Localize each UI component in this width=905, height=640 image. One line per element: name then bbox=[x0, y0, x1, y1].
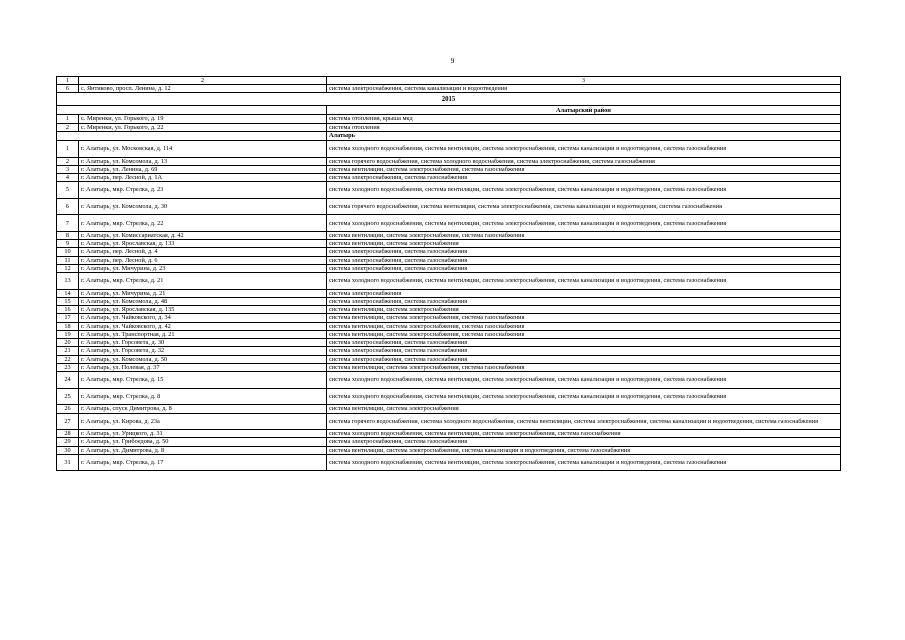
works-cell: система вентиляции, система электроснабжения, система газоснабжения bbox=[327, 314, 841, 322]
works-cell: система холодного водоснабжения, система вентиляции, система электроснабжения, система канализации и водоотведения, система газоснабжения bbox=[327, 140, 841, 157]
row-number: 21 bbox=[57, 347, 79, 355]
row-number: 15 bbox=[57, 298, 79, 306]
works-cell: система отопления, крыша мкд bbox=[327, 115, 841, 123]
row-number: 30 bbox=[57, 446, 79, 454]
address-cell: г. Алатырь, ул. Мичурина, д. 23 bbox=[79, 264, 327, 272]
table-row bbox=[57, 430, 841, 438]
row-number: 16 bbox=[57, 306, 79, 314]
table-row bbox=[57, 372, 841, 389]
column-number-header-row bbox=[57, 77, 841, 85]
address-cell: с. Миренки, ул. Горького, д. 19 bbox=[79, 115, 327, 123]
table-row bbox=[57, 405, 841, 413]
works-cell: система вентиляции, система электроснабжения, система газоснабжения bbox=[327, 363, 841, 371]
table-row bbox=[57, 347, 841, 355]
table-row bbox=[57, 289, 841, 297]
table-row bbox=[57, 314, 841, 322]
table-row bbox=[57, 123, 841, 131]
works-cell: система электроснабжения bbox=[327, 289, 841, 297]
table-row bbox=[57, 248, 841, 256]
table-row bbox=[57, 363, 841, 371]
row-number: 27 bbox=[57, 413, 79, 430]
address-cell: с. Янтиково, просп. Ленина, д. 12 bbox=[79, 85, 327, 93]
works-cell: система электроснабжения, система газоснабжения bbox=[327, 174, 841, 182]
section-row bbox=[57, 131, 841, 140]
section-row bbox=[57, 106, 841, 115]
header-col-3: 3 bbox=[327, 77, 841, 85]
row-number: 4 bbox=[57, 174, 79, 182]
works-cell: система электроснабжения, система газоснабжения bbox=[327, 264, 841, 272]
address-cell: г. Алатырь, ул. Урицкого, д. 31 bbox=[79, 430, 327, 438]
works-cell: система вентиляции, система электроснабжения, система газоснабжения bbox=[327, 322, 841, 330]
row-number: 6 bbox=[57, 198, 79, 215]
table-row bbox=[57, 140, 841, 157]
address-cell: г. Алатырь, мкр. Стрелка, д. 21 bbox=[79, 273, 327, 290]
row-number: 7 bbox=[57, 215, 79, 232]
address-cell: г. Алатырь, ул. Кирова, д. 23а bbox=[79, 413, 327, 430]
table-body bbox=[57, 77, 841, 471]
works-cell: система холодного водоснабжения, система вентиляции, система электроснабжения, система канализации и водоотведения, система газоснабжения bbox=[327, 273, 841, 290]
works-cell: система холодного водоснабжения, система вентиляции, система электроснабжения, система канализации и водоотведения, система газоснабжения bbox=[327, 215, 841, 232]
table-row bbox=[57, 454, 841, 471]
row-number: 11 bbox=[57, 256, 79, 264]
table-row bbox=[57, 174, 841, 182]
row-number: 14 bbox=[57, 289, 79, 297]
table-row bbox=[57, 85, 841, 93]
works-cell: система электроснабжения, система газоснабжения bbox=[327, 298, 841, 306]
row-number: 8 bbox=[57, 232, 79, 240]
works-cell: система холодного водоснабжения, система вентиляции, система электроснабжения, система газоснабжения bbox=[327, 430, 841, 438]
row-number: 28 bbox=[57, 430, 79, 438]
row-number: 3 bbox=[57, 165, 79, 173]
works-cell: система холодного водоснабжения, система вентиляции, система электроснабжения, система канализации и водоотведения, система газоснабжения bbox=[327, 454, 841, 471]
row-number: 18 bbox=[57, 322, 79, 330]
repair-works-table bbox=[56, 76, 841, 471]
row-number: 26 bbox=[57, 405, 79, 413]
works-cell: система холодного водоснабжения, система вентиляции, система электроснабжения, система канализации и водоотведения, система газоснабжения bbox=[327, 182, 841, 199]
row-number: 12 bbox=[57, 264, 79, 272]
works-cell: система электроснабжения, система газоснабжения bbox=[327, 347, 841, 355]
table-row bbox=[57, 157, 841, 165]
table-row bbox=[57, 215, 841, 232]
works-cell: система горячего водоснабжения, система вентиляции, система электроснабжения, система канализации и водоотведения, система газоснабжения bbox=[327, 198, 841, 215]
row-number: 31 bbox=[57, 454, 79, 471]
works-cell: система горячего водоснабжения, система холодного водоснабжения, система вентиляции, система электроснабжения, система канализации и водоотведения, система газоснабжения bbox=[327, 413, 841, 430]
page-number: 9 bbox=[450, 56, 455, 65]
table-row bbox=[57, 446, 841, 454]
row-number: 17 bbox=[57, 314, 79, 322]
works-cell: система вентиляции, система электроснабжения bbox=[327, 240, 841, 248]
section-blank-cell bbox=[57, 106, 327, 115]
address-cell: г. Алатырь, ул. Комсомола, д. 48 bbox=[79, 298, 327, 306]
row-number: 23 bbox=[57, 363, 79, 371]
address-cell: г. Алатырь, мкр. Стрелка, д. 15 bbox=[79, 372, 327, 389]
table-row bbox=[57, 232, 841, 240]
row-number: 25 bbox=[57, 388, 79, 405]
row-number: 2 bbox=[57, 157, 79, 165]
address-cell: г. Алатырь, ул. Чайковского, д. 42 bbox=[79, 322, 327, 330]
works-cell: система горячего водоснабжения, система холодного водоснабжения, система электроснабжения, система газоснабжения bbox=[327, 157, 841, 165]
row-number: 29 bbox=[57, 438, 79, 446]
address-cell: г. Алатырь, ул. Ярославская, д. 135 bbox=[79, 306, 327, 314]
table-row bbox=[57, 306, 841, 314]
table-row bbox=[57, 355, 841, 363]
table-row bbox=[57, 240, 841, 248]
works-cell: система электроснабжения, система газоснабжения bbox=[327, 248, 841, 256]
row-number: 6 bbox=[57, 85, 79, 93]
row-number: 1 bbox=[57, 140, 79, 157]
address-cell: г. Алатырь, мкр. Стрелка, д. 22 bbox=[79, 215, 327, 232]
works-cell: система отопления bbox=[327, 123, 841, 131]
address-cell: г. Алатырь, ул. Комсомола, д. 13 bbox=[79, 157, 327, 165]
row-number: 13 bbox=[57, 273, 79, 290]
address-cell: г. Алатырь, пер. Лесной, д. 1А bbox=[79, 174, 327, 182]
row-number: 20 bbox=[57, 339, 79, 347]
table-row bbox=[57, 198, 841, 215]
row-number: 10 bbox=[57, 248, 79, 256]
works-cell: система вентиляции, система электроснабжения bbox=[327, 306, 841, 314]
works-cell: система холодного водоснабжения, система вентиляции, система электроснабжения, система канализации и водоотведения, система газоснабжения bbox=[327, 388, 841, 405]
year-row bbox=[57, 93, 841, 106]
table-row bbox=[57, 388, 841, 405]
address-cell: г. Алатырь, мкр. Стрелка, д. 23 bbox=[79, 182, 327, 199]
table-row bbox=[57, 413, 841, 430]
address-cell: г. Алатырь, ул. Мичурина, д. 21 bbox=[79, 289, 327, 297]
table-row bbox=[57, 438, 841, 446]
row-number: 9 bbox=[57, 240, 79, 248]
section-heading: Алатырский район bbox=[327, 106, 841, 115]
address-cell: г. Алатырь, ул. Ленина, д. 69 bbox=[79, 165, 327, 173]
address-cell: г. Алатырь, мкр. Стрелка, д. 17 bbox=[79, 454, 327, 471]
address-cell: г. Алатырь, ул. Комсомола, д. 30 bbox=[79, 198, 327, 215]
works-cell: система электроснабжения, система канализации и водоотведения bbox=[327, 85, 841, 93]
address-cell: г. Алатырь, спуск Димитрова, д. 8 bbox=[79, 405, 327, 413]
table-row bbox=[57, 322, 841, 330]
row-number: 2 bbox=[57, 123, 79, 131]
works-cell: система вентиляции, система электроснабжения bbox=[327, 405, 841, 413]
works-cell: система холодного водоснабжения, система вентиляции, система электроснабжения, система канализации и водоотведения, система газоснабжения bbox=[327, 372, 841, 389]
works-cell: система вентиляции, система электроснабжения, система газоснабжения bbox=[327, 330, 841, 338]
address-cell: г. Алатырь, ул. Московская, д. 114 bbox=[79, 140, 327, 157]
address-cell: г. Алатырь, пер. Лесной, д. 6 bbox=[79, 256, 327, 264]
row-number: 5 bbox=[57, 182, 79, 199]
works-cell: система электроснабжения, система газоснабжения bbox=[327, 355, 841, 363]
row-number: 1 bbox=[57, 115, 79, 123]
table-row bbox=[57, 165, 841, 173]
address-cell: г. Алатырь, ул. Горсовета, д. 30 bbox=[79, 339, 327, 347]
table-row bbox=[57, 182, 841, 199]
address-cell: г. Алатырь, ул. Чайковского, д. 34 bbox=[79, 314, 327, 322]
table-row bbox=[57, 339, 841, 347]
row-number: 19 bbox=[57, 330, 79, 338]
works-cell: система электроснабжения, система газоснабжения bbox=[327, 438, 841, 446]
address-cell: г. Алатырь, ул. Димитрова, д. 8 bbox=[79, 446, 327, 454]
year-heading: 2015 bbox=[57, 93, 841, 106]
table-row bbox=[57, 298, 841, 306]
header-col-1: 1 bbox=[57, 77, 79, 85]
section-blank-cell bbox=[57, 131, 327, 140]
address-cell: г. Алатырь, ул. Транспортная, д. 21 bbox=[79, 330, 327, 338]
address-cell: г. Алатырь, пер. Лесной, д. 4 bbox=[79, 248, 327, 256]
row-number: 22 bbox=[57, 355, 79, 363]
table-row bbox=[57, 256, 841, 264]
row-number: 24 bbox=[57, 372, 79, 389]
address-cell: г. Алатырь, ул. Грибоедова, д. 50 bbox=[79, 438, 327, 446]
table-row bbox=[57, 330, 841, 338]
address-cell: с. Миренки, ул. Горького, д. 22 bbox=[79, 123, 327, 131]
table-row bbox=[57, 273, 841, 290]
address-cell: г. Алатырь, мкр. Стрелка, д. 8 bbox=[79, 388, 327, 405]
works-cell: система вентиляции, система электроснабжения, система газоснабжения bbox=[327, 165, 841, 173]
works-cell: система электроснабжения, система газоснабжения bbox=[327, 256, 841, 264]
works-cell: система электроснабжения, система газоснабжения bbox=[327, 339, 841, 347]
address-cell: г. Алатырь, ул. Комиссариатская, д. 42 bbox=[79, 232, 327, 240]
header-col-2: 2 bbox=[79, 77, 327, 85]
address-cell: г. Алатырь, ул. Полевая, д. 37 bbox=[79, 363, 327, 371]
works-cell: система вентиляции, система электроснабжения, система канализации и водоотведения, система газоснабжения bbox=[327, 446, 841, 454]
address-cell: г. Алатырь, ул. Ярославская, д. 133 bbox=[79, 240, 327, 248]
address-cell: г. Алатырь, ул. Комсомола, д. 50 bbox=[79, 355, 327, 363]
works-cell: система вентиляции, система электроснабжения, система газоснабжения bbox=[327, 232, 841, 240]
section-heading: Алатырь bbox=[327, 131, 841, 140]
address-cell: г. Алатырь, ул. Горсовета, д. 32 bbox=[79, 347, 327, 355]
table-row bbox=[57, 115, 841, 123]
table-row bbox=[57, 264, 841, 272]
